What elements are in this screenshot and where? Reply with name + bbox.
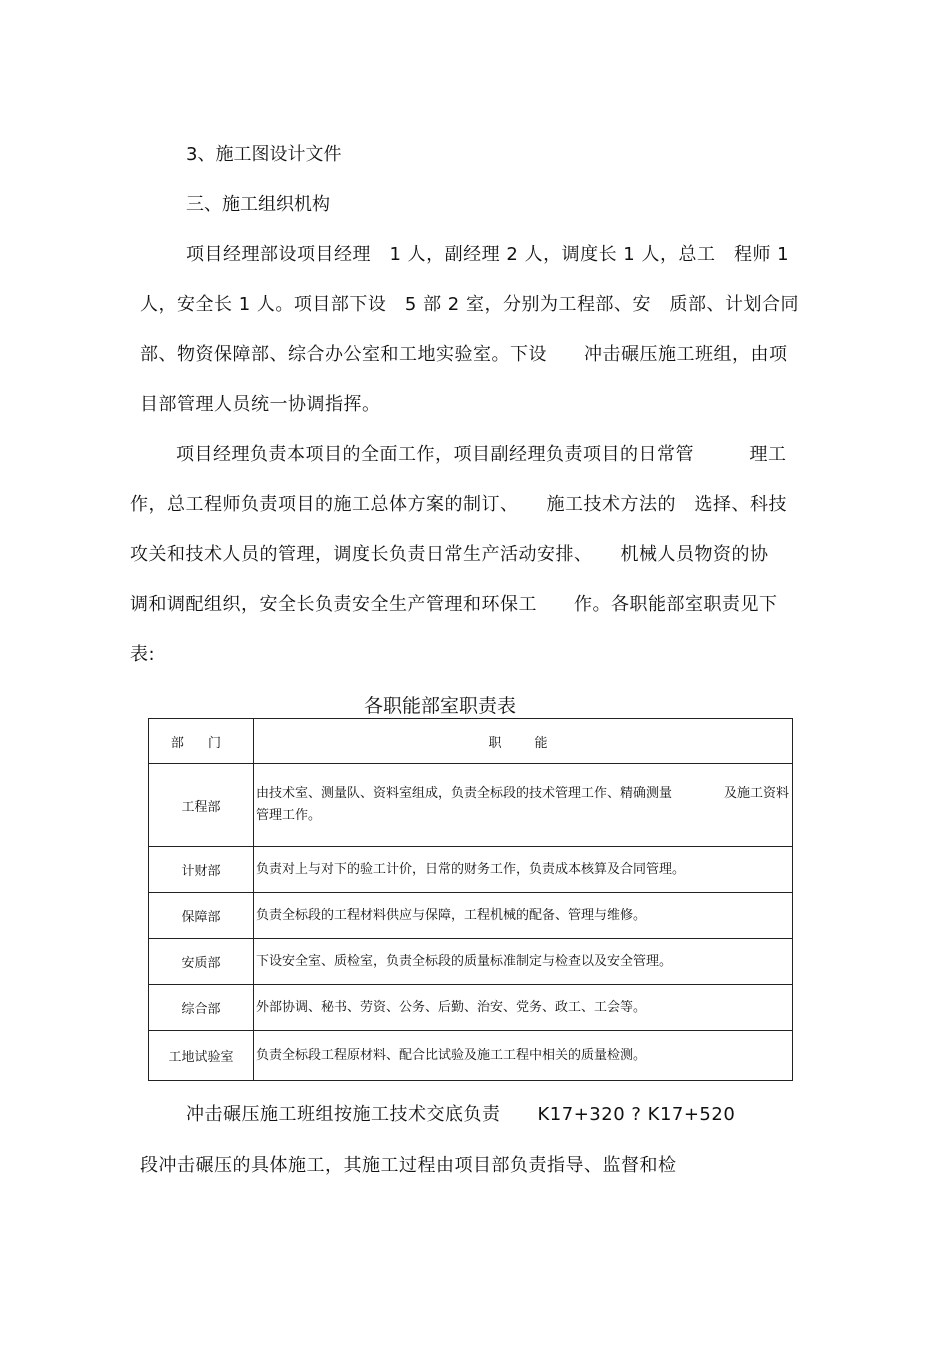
section-item-drawings: 3、施工图设计文件 xyxy=(186,144,342,165)
table-row xyxy=(149,764,793,847)
dept-cell: 安质部 xyxy=(149,939,254,985)
table-title: 各职能部室职责表 xyxy=(363,695,516,717)
table-header-row xyxy=(149,719,793,764)
dept-cell: 工地试验室 xyxy=(149,1031,254,1081)
dept-cell: 工程部 xyxy=(149,764,254,847)
department-duties-table xyxy=(148,718,793,1081)
function-cell: 负责对上与对下的验工计价，日常的财务工作，负责成本核算及合同管理。 xyxy=(254,847,793,893)
section-heading-organization: 三、施工组织机构 xyxy=(186,194,330,215)
table-row xyxy=(149,985,793,1031)
dept-cell: 综合部 xyxy=(149,985,254,1031)
paragraph-line: 人，安全长 1 人。项目部下设 5 部 2 室，分别为工程部、安 质部、计划合同 xyxy=(140,294,799,315)
paragraph-line: 调和调配组织，安全长负责安全生产管理和环保工 作。各职能部室职责见下 xyxy=(130,594,778,615)
header-department: 部 门 xyxy=(149,719,254,764)
function-cell: 下设安全室、质检室，负责全标段的质量标准制定与检查以及安全管理。 xyxy=(254,939,793,985)
paragraph-line: 攻关和技术人员的管理，调度长负责日常生产活动安排、 机械人员物资的协 xyxy=(130,544,769,565)
paragraph-line: 项目经理部设项目经理 1 人，副经理 2 人，调度长 1 人，总工 程师 1 xyxy=(186,244,790,265)
paragraph-line: 目部管理人员统一协调指挥。 xyxy=(140,394,381,415)
table-row xyxy=(149,939,793,985)
paragraph-line: 表: xyxy=(130,644,156,665)
dept-cell: 保障部 xyxy=(149,893,254,939)
table-row xyxy=(149,1031,793,1081)
function-cell: 由技术室、测量队、资料室组成，负责全标段的技术管理工作、精确测量 及施工资料管理工作。 xyxy=(254,764,793,847)
header-function: 职 能 xyxy=(254,719,793,764)
paragraph-line: 冲击碾压施工班组按施工技术交底负责 K17+320 ? K17+520 xyxy=(186,1104,736,1125)
table-row xyxy=(149,847,793,893)
paragraph-line: 项目经理负责本项目的全面工作，项目副经理负责项目的日常管 理工 xyxy=(176,444,787,465)
table-row xyxy=(149,893,793,939)
function-cell: 外部协调、秘书、劳资、公务、后勤、治安、党务、政工、工会等。 xyxy=(254,985,793,1031)
dept-cell: 计财部 xyxy=(149,847,254,893)
function-cell: 负责全标段的工程材料供应与保障，工程机械的配备、管理与维修。 xyxy=(254,893,793,939)
function-cell: 负责全标段工程原材料、配合比试验及施工工程中相关的质量检测。 xyxy=(254,1031,793,1081)
paragraph-line: 段冲击碾压的具体施工，其施工过程由项目部负责指导、监督和检 xyxy=(140,1155,677,1176)
paragraph-line: 作，总工程师负责项目的施工总体方案的制订、 施工技术方法的 选择、科技 xyxy=(130,494,787,515)
paragraph-line: 部、物资保障部、综合办公室和工地实验室。下设 冲击碾压施工班组，由项 xyxy=(140,344,788,365)
